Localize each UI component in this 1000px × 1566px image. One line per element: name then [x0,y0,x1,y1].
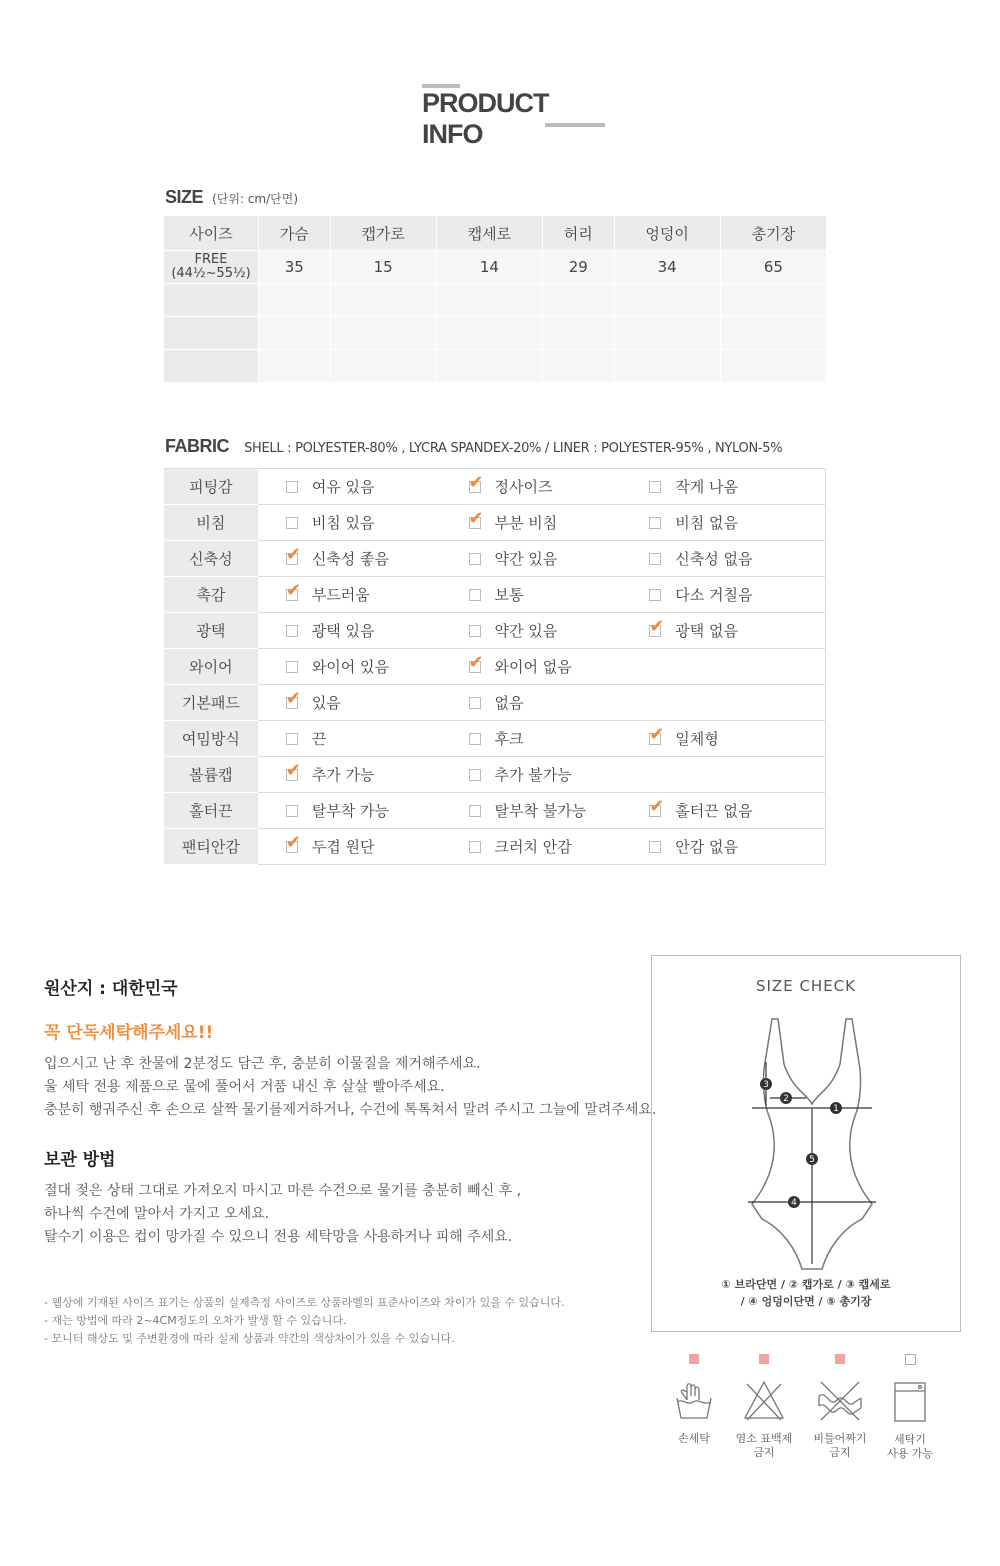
checkbox-icon[interactable] [286,625,298,637]
fabric-row-label: 비침 [164,505,258,541]
fabric-option-label: 부드러움 [311,586,370,604]
fabric-option-cell [441,541,622,577]
checkbox-icon[interactable] [649,553,661,565]
fabric-option[interactable] [258,548,389,569]
fabric-option[interactable] [441,728,524,749]
fabric-option-cell [258,757,441,793]
checkbox-icon[interactable] [649,589,661,601]
fabric-option-cell [441,469,622,505]
fabric-option-label: 신축성 없음 [675,550,753,568]
wash-icon-item [872,1354,948,1461]
fabric-row-label: 와이어 [164,649,258,685]
wash-line: 울 세탁 전용 제품으로 물에 풀어서 거품 내신 후 살살 빨아주세요. [44,1079,445,1095]
fabric-option[interactable] [621,512,738,533]
fabric-option-cell [441,829,622,865]
fabric-option[interactable] [441,692,524,713]
fabric-row-label: 여밈방식 [164,721,258,757]
checkbox-icon[interactable] [469,697,481,709]
page-title: PRODUCT INFO [422,88,549,149]
fabric-option-label: 여유 있음 [311,478,375,496]
wash-unselected-marker [905,1354,916,1365]
fabric-option-label: 추가 가능 [311,766,375,784]
fabric-row [164,469,826,505]
checked-checkbox-icon[interactable] [286,589,298,601]
fabric-option[interactable] [258,728,327,749]
fabric-option[interactable] [258,620,375,641]
size-free-cell [164,251,259,284]
fabric-option-label: 홀터끈 없음 [675,802,753,820]
checkbox-icon[interactable] [469,553,481,565]
fabric-option[interactable] [258,800,389,821]
wash-line: 충분히 행궈주신 후 손으로 살짝 물기를제거하거나, 수건에 톡톡쳐서 말려 주시고 그늘에 말려주세요. [44,1102,657,1118]
fabric-row-label: 기본패드 [164,685,258,721]
checkbox-icon[interactable] [469,625,481,637]
wash-label: 사용 가능 [886,1447,933,1460]
fabric-option-label: 와이어 있음 [311,658,390,676]
fabric-option-label: 비침 있음 [311,514,375,532]
checked-checkbox-icon[interactable] [469,481,481,493]
note-line: - 웹상에 기재된 사이즈 표기는 상품의 실제측정 사이즈로 상품라벨의 표준사이즈와 차이가 있을 수 있습니다. [44,1296,565,1309]
wash-label: 금지 [753,1446,775,1459]
wash-icon-item [802,1354,878,1460]
size-unit: (단위: cm/단면) [212,192,299,206]
fabric-option-cell [258,685,441,721]
fabric-option-cell [621,829,825,865]
checked-checkbox-icon[interactable] [286,769,298,781]
fabric-option-cell [441,793,622,829]
checkbox-icon[interactable] [649,517,661,529]
fabric-composition: SHELL : POLYESTER-80% , LYCRA SPANDEX-20% / LINER : POLYESTER-95% , NYLON-5% [244,441,783,456]
note-line: - 모니터 해상도 및 주변환경에 따라 실제 상품과 약간의 색상차이가 있을 수 있습니다. [44,1332,455,1345]
fabric-row [164,649,826,685]
fabric-section-header [165,436,782,457]
fabric-option-cell [441,577,622,613]
checkbox-icon[interactable] [469,841,481,853]
fabric-option-cell [258,829,441,865]
fabric-option-cell [258,649,441,685]
fabric-option[interactable] [621,800,752,821]
fabric-option-cell [621,685,825,721]
fabric-row [164,757,826,793]
size-header-cell: 가슴 [259,216,331,251]
wash-label: 비틀어짜기 [813,1432,867,1445]
fabric-option-label: 광택 없음 [675,622,739,640]
storage-line: 하나씩 수건에 말아서 가지고 오세요. [44,1206,270,1222]
fabric-row-label: 볼륨캡 [164,757,258,793]
checkbox-icon[interactable] [286,661,298,673]
size-header-cell: 사이즈 [164,216,259,251]
fabric-option-label: 약간 있음 [494,550,558,568]
disclaimer-notes [44,1294,564,1348]
checked-checkbox-icon[interactable] [286,553,298,565]
marker-3-label: 3 [763,1080,769,1090]
fabric-option-cell [621,577,825,613]
wash-icon-item [726,1354,802,1460]
checked-checkbox-icon[interactable] [286,841,298,853]
fabric-row-label: 광택 [164,613,258,649]
fabric-option[interactable] [258,692,341,713]
fabric-option[interactable] [441,764,572,785]
fabric-option-label: 일체형 [675,730,719,748]
fabric-row [164,577,826,613]
fabric-option[interactable] [258,584,370,605]
checkbox-icon[interactable] [286,805,298,817]
fabric-option-cell [621,757,825,793]
storage-line: 절대 젖은 상태 그대로 가져오지 마시고 마른 수건으로 물기를 충분히 빼신 후 , [44,1183,522,1199]
marker-4-label: 4 [791,1198,797,1208]
fabric-option[interactable] [441,620,558,641]
fabric-option[interactable] [441,836,572,857]
storage-instructions [44,1180,521,1249]
fabric-option[interactable] [441,512,558,533]
fabric-row-label: 촉감 [164,577,258,613]
fabric-row [164,829,826,865]
wash-label: 염소 표백제 [735,1432,793,1445]
size-value-cell: 14 [436,251,542,284]
fabric-option-cell [258,541,441,577]
fabric-option-cell [258,721,441,757]
legend-line: / ④ 엉덩이단면 / ⑤ 총기장 [740,1295,872,1308]
fabric-option-cell [441,685,622,721]
fabric-option-label: 후크 [494,730,524,748]
fabric-option-cell [621,613,825,649]
fabric-option[interactable] [621,584,752,605]
no-bleach-icon [741,1378,787,1424]
fabric-option-label: 탈부착 가능 [311,802,390,820]
fabric-option-cell [621,505,825,541]
wash-title: 꼭 단독세탁해주세요!! [44,1023,214,1043]
fabric-row [164,685,826,721]
fabric-option-cell [441,721,622,757]
fabric-option-label: 작게 나옴 [675,478,739,496]
wash-label: 손세탁 [678,1432,710,1445]
fabric-option[interactable] [621,620,738,641]
fabric-option-cell [258,793,441,829]
fabric-option[interactable] [441,656,572,677]
checked-checkbox-icon[interactable] [286,697,298,709]
no-wring-icon [815,1378,865,1424]
marker-2-label: 2 [783,1094,789,1104]
title-decoration-bottom [545,123,605,127]
fabric-row-label: 신축성 [164,541,258,577]
fabric-option-label: 보통 [494,586,524,604]
fabric-row [164,613,826,649]
washing-machine-icon [887,1379,933,1425]
fabric-option-cell [258,469,441,505]
wash-selected-marker [759,1354,769,1364]
note-line: - 재는 방법에 따라 2~4CM정도의 오차가 발생 할 수 있습니다. [44,1314,347,1327]
checkbox-icon[interactable] [649,481,661,493]
fabric-label: FABRIC [165,436,229,456]
size-table [164,216,827,383]
fabric-option[interactable] [258,656,389,677]
fabric-option-label: 안감 없음 [675,838,739,856]
fabric-row [164,721,826,757]
fabric-row [164,541,826,577]
storage-line: 탈수기 이용은 컵이 망가질 수 있으니 전용 세탁망을 사용하거나 피해 주세요. [44,1229,513,1245]
fabric-option[interactable] [621,728,718,749]
storage-title: 보관 방법 [44,1150,116,1170]
origin-text: 원산지 : 대한민국 [44,979,178,999]
size-check-panel [651,955,961,1332]
checkbox-icon[interactable] [286,481,298,493]
fabric-option[interactable] [441,800,587,821]
fabric-row [164,505,826,541]
fabric-option[interactable] [441,584,524,605]
size-check-title: SIZE CHECK [755,977,856,995]
checked-checkbox-icon[interactable] [649,733,661,745]
wash-selected-marker [835,1354,845,1364]
fabric-option[interactable] [621,476,738,497]
marker-5-label: 5 [809,1155,815,1165]
size-row-empty [164,350,827,383]
fabric-option-cell [621,721,825,757]
checkbox-icon[interactable] [469,733,481,745]
fabric-option-cell [621,793,825,829]
size-header-cell: 허리 [542,216,614,251]
fabric-option-label: 추가 불가능 [494,766,572,784]
checkbox-icon[interactable] [286,517,298,529]
checkbox-icon[interactable] [286,733,298,745]
fabric-row-label: 팬티안감 [164,829,258,865]
fabric-option[interactable] [441,548,558,569]
fabric-option[interactable] [621,548,752,569]
fabric-option-cell [258,613,441,649]
fabric-option-cell [441,649,622,685]
size-section-header [165,187,298,208]
fabric-option-cell [441,757,622,793]
size-table-header [164,216,827,251]
size-value-cell: 15 [330,251,436,284]
size-row-empty [164,284,827,317]
legend-line: ① 브라단면 / ② 캡가로 / ③ 캡세로 [721,1278,891,1291]
fabric-option-label: 광택 있음 [311,622,375,640]
checkbox-icon[interactable] [469,769,481,781]
size-free-name: FREE [194,252,228,267]
wash-icon-item [656,1354,732,1446]
fabric-option-label: 두겹 원단 [311,838,375,856]
wash-label: 금지 [829,1446,851,1459]
fabric-option-label: 크러치 안감 [494,838,572,856]
size-row-empty [164,317,827,350]
fabric-option-cell [621,649,825,685]
size-check-legend [652,1276,960,1310]
fabric-row-label: 피팅감 [164,469,258,505]
size-value-cell: 35 [259,251,331,284]
wash-instructions [44,1053,656,1122]
fabric-option-cell [258,505,441,541]
size-header-cell: 캡세로 [436,216,542,251]
fabric-option-label: 약간 있음 [494,622,558,640]
checkbox-icon[interactable] [649,841,661,853]
size-value-cell: 34 [614,251,720,284]
size-value-cell: 65 [720,251,826,284]
fabric-row [164,793,826,829]
checked-checkbox-icon[interactable] [649,805,661,817]
fabric-option-cell [441,613,622,649]
fabric-option[interactable] [621,836,738,857]
fabric-option[interactable] [441,476,553,497]
fabric-option-cell [621,469,825,505]
fabric-option[interactable] [258,764,375,785]
checkbox-icon[interactable] [469,805,481,817]
swimsuit-diagram [732,1014,892,1274]
fabric-option-label: 없음 [494,694,524,712]
fabric-option-label: 비침 없음 [675,514,739,532]
fabric-table [164,468,826,865]
checked-checkbox-icon[interactable] [649,625,661,637]
hand-wash-icon [671,1378,717,1424]
fabric-option[interactable] [258,512,375,533]
size-row-free [164,251,827,284]
fabric-option-label: 부분 비침 [494,514,558,532]
wash-line: 입으시고 난 후 찬물에 2분정도 담근 후, 충분히 이물질을 제거해주세요. [44,1056,481,1072]
wash-label: 세탁기 [894,1433,926,1446]
fabric-option-cell [621,541,825,577]
fabric-option-label: 와이어 없음 [494,658,572,676]
marker-1-label: 1 [833,1104,839,1114]
fabric-row-label: 홀터끈 [164,793,258,829]
size-header-cell: 총기장 [720,216,826,251]
wash-icons-row [656,1354,956,1464]
size-free-range: (44½~55½) [171,266,251,281]
fabric-option-label: 신축성 좋음 [311,550,390,568]
size-label: SIZE [165,187,204,207]
fabric-option-label: 있음 [311,694,341,712]
fabric-option-label: 끈 [311,730,327,748]
fabric-option-label: 다소 거칠음 [675,586,753,604]
fabric-option-label: 정사이즈 [494,478,553,496]
wash-selected-marker [689,1354,699,1364]
checked-checkbox-icon[interactable] [469,517,481,529]
checkbox-icon[interactable] [469,589,481,601]
checked-checkbox-icon[interactable] [469,661,481,673]
size-header-cell: 캡가로 [330,216,436,251]
fabric-option-cell [441,505,622,541]
size-header-cell: 엉덩이 [614,216,720,251]
fabric-option[interactable] [258,476,375,497]
fabric-option-label: 탈부착 불가능 [494,802,587,820]
fabric-option[interactable] [258,836,375,857]
fabric-option-cell [258,577,441,613]
size-value-cell: 29 [542,251,614,284]
